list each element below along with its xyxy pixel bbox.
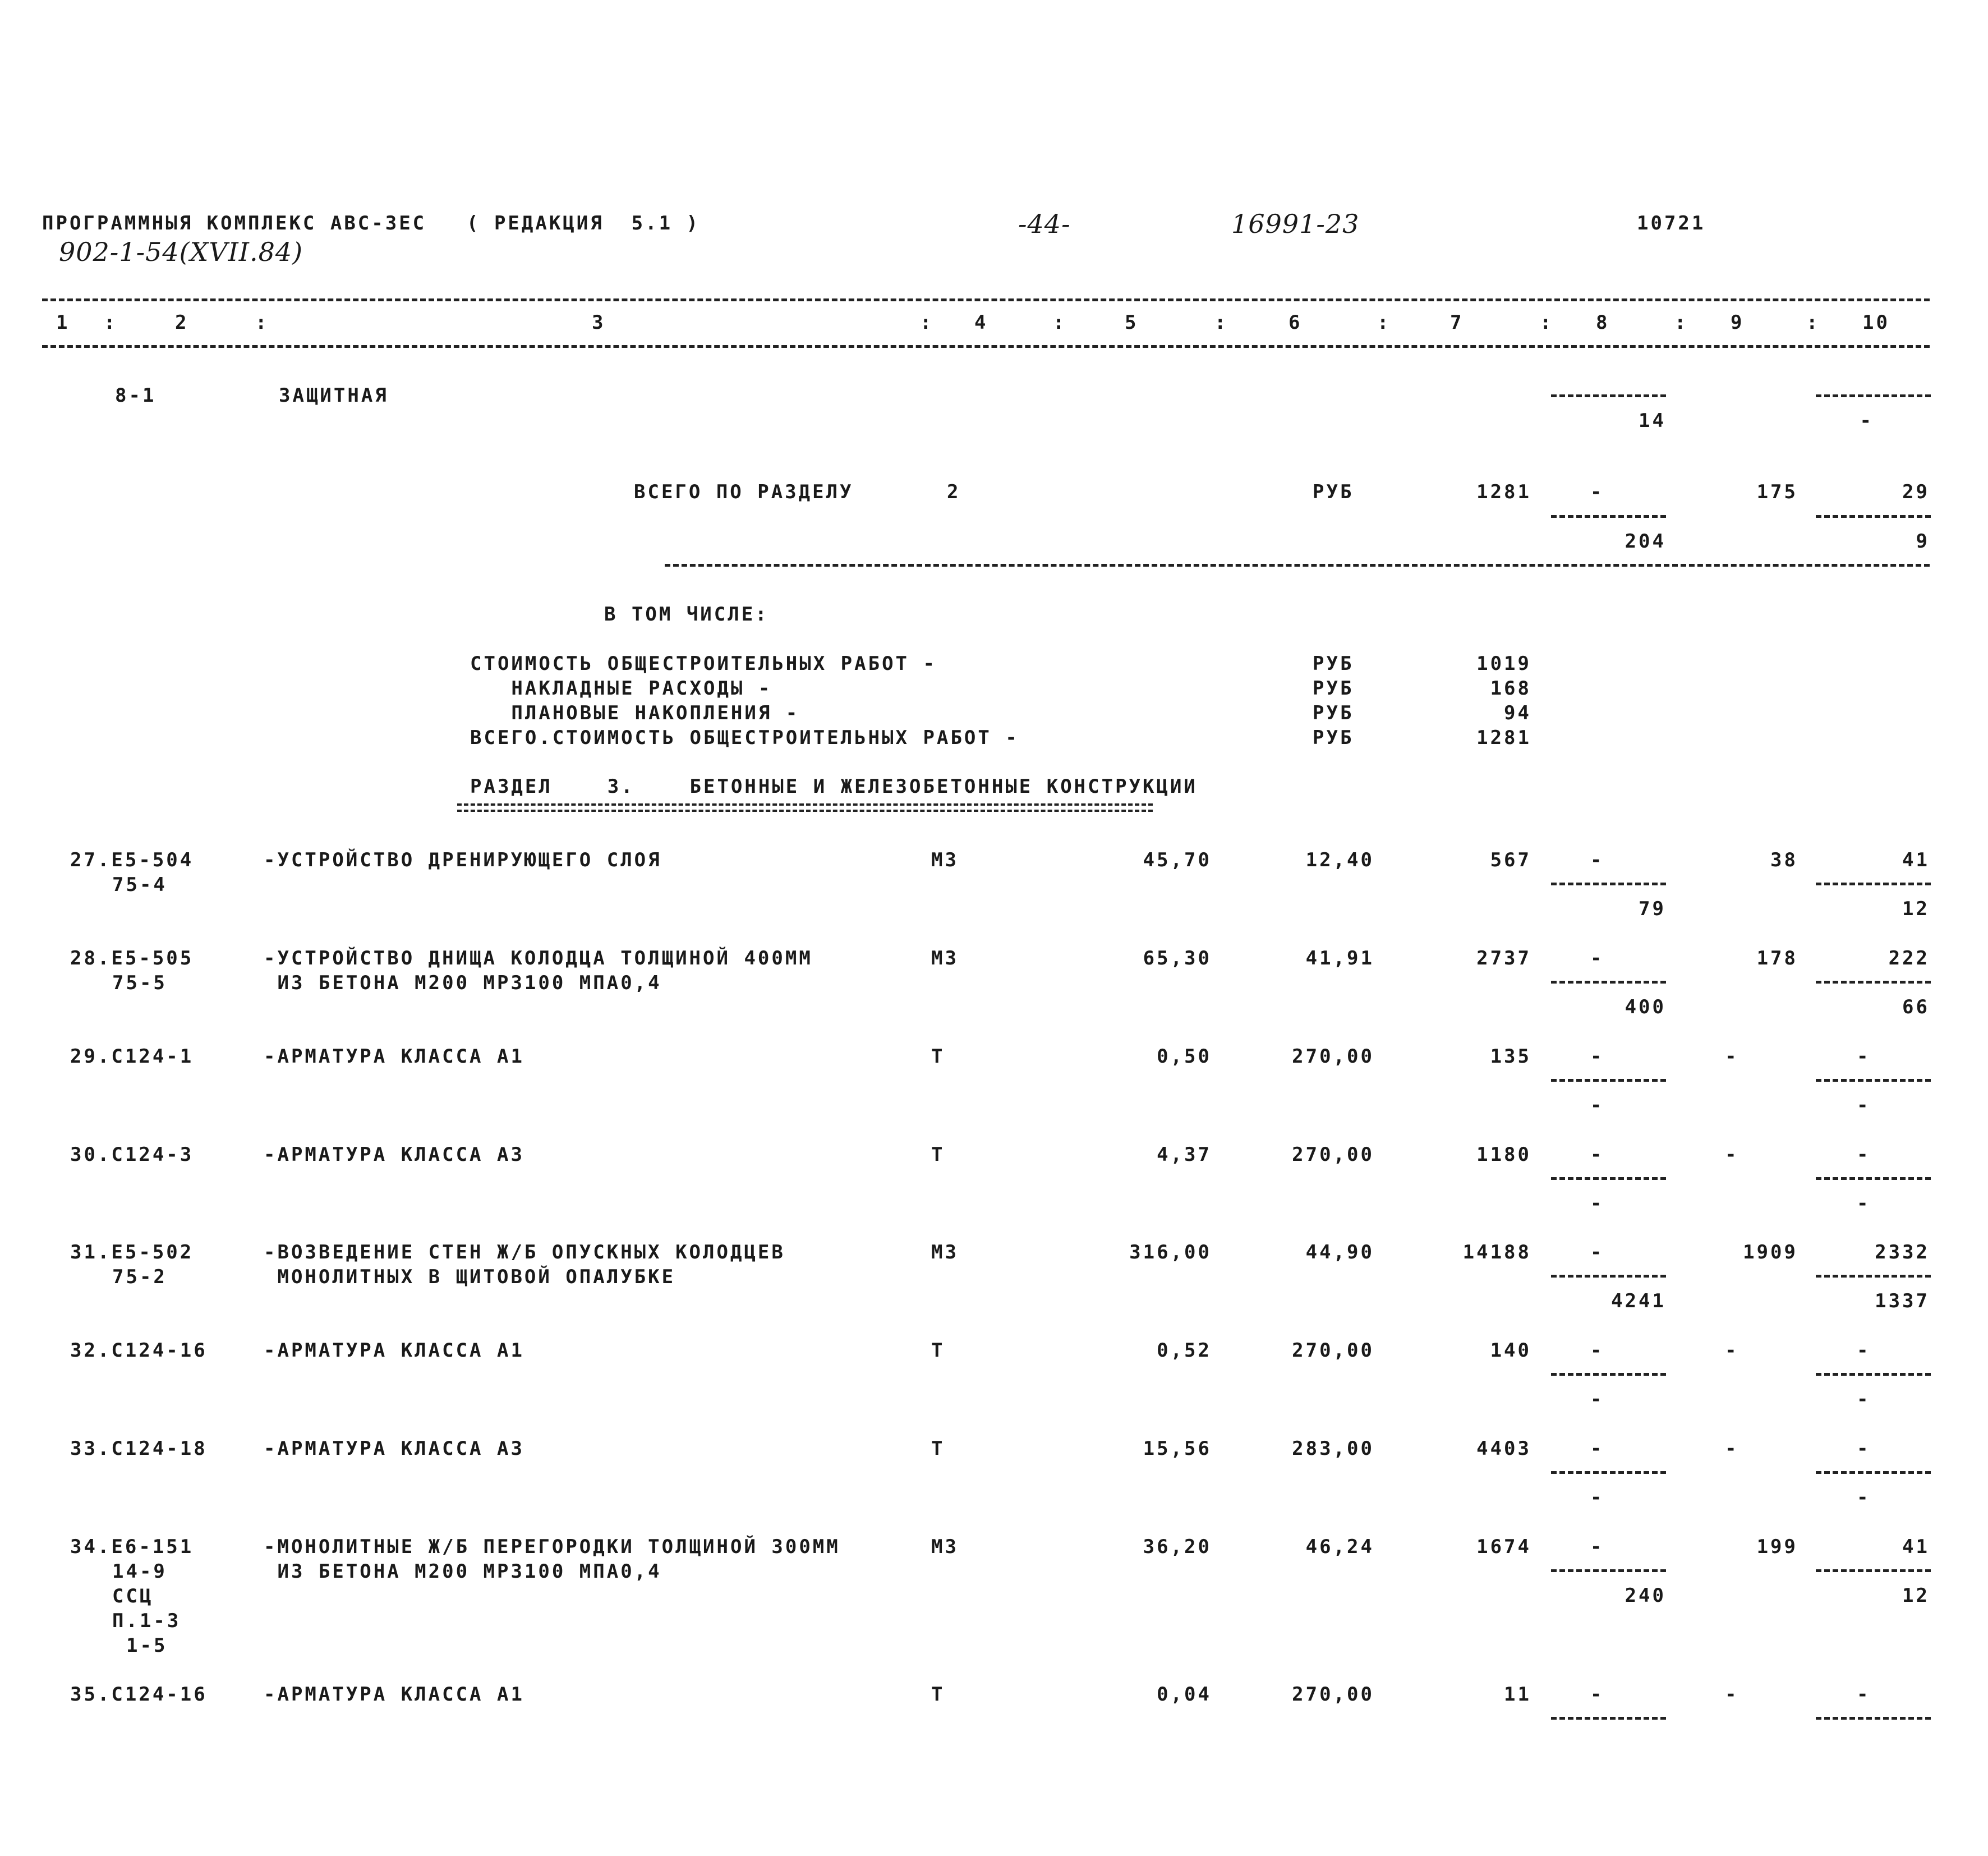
row-unit: Т: [931, 1339, 945, 1362]
col10-rule: [1816, 1717, 1931, 1720]
total-label: ВСЕГО ПО РАЗДЕЛУ: [634, 481, 854, 503]
including-unit: РУБ: [1313, 702, 1354, 724]
total-col8-lower: 204: [1625, 530, 1666, 553]
row-col8: -: [1590, 849, 1604, 871]
row-qty: 45,70: [1143, 849, 1212, 871]
row-col10-lower: -: [1857, 1094, 1871, 1117]
row-col10: 222: [1888, 947, 1930, 970]
row-col10-lower: -: [1857, 1388, 1871, 1411]
row-unit: М3: [931, 1536, 959, 1558]
row-code-line: ССЦ: [112, 1585, 154, 1607]
row-name-line2: МОНОЛИТНЫХ В ЩИТОВОЙ ОПАЛУБКЕ: [264, 1266, 676, 1288]
col-sep: :: [920, 311, 934, 334]
col-header-5: 5: [1125, 311, 1139, 334]
section-underline-top: [457, 803, 1153, 806]
row-total: 4403: [1476, 1437, 1531, 1460]
sheet-number: 10721: [1637, 212, 1706, 235]
total-unit: РУБ: [1313, 481, 1354, 503]
col10-lower: -: [1860, 410, 1874, 432]
col-sep: :: [1214, 311, 1228, 334]
section-underline-bottom: [457, 810, 1153, 812]
row-col8: -: [1590, 1045, 1604, 1068]
col10-rule: [1816, 883, 1931, 885]
row-name-line2: ИЗ БЕТОНА М200 МРЗ100 МПА0,4: [264, 1560, 662, 1583]
col-header-2: 2: [175, 311, 189, 334]
row-qty: 15,56: [1143, 1437, 1212, 1460]
page-number: -44-: [1018, 209, 1071, 239]
row-qty: 4,37: [1157, 1143, 1212, 1166]
col8-rule: [1551, 394, 1666, 397]
row-unit: Т: [931, 1143, 945, 1166]
col-header-8: 8: [1596, 311, 1610, 334]
row-name: -АРМАТУРА КЛАССА А3: [264, 1437, 524, 1460]
row-col9: -: [1725, 1143, 1739, 1166]
row-col10-lower: 66: [1902, 996, 1930, 1018]
row-number: 33.С124-18: [70, 1437, 208, 1460]
row-code: 8-1: [115, 384, 157, 407]
row-name: -АРМАТУРА КЛАССА А1: [264, 1683, 524, 1706]
section-title: РАЗДЕЛ 3. БЕТОННЫЕ И ЖЕЛЕЗОБЕТОННЫЕ КОНСТРУКЦИИ: [470, 775, 1198, 798]
col10-rule: [1816, 1373, 1931, 1376]
col8-rule: [1551, 1079, 1666, 1082]
row-price: 12,40: [1305, 849, 1374, 871]
including-label: ПЛАНОВЫЕ НАКОПЛЕНИЯ -: [470, 702, 800, 724]
col-sep: :: [104, 311, 118, 334]
col-header-3: 3: [592, 311, 606, 334]
row-number: 30.С124-3: [70, 1143, 194, 1166]
col-sep: :: [1674, 311, 1688, 334]
row-col10: -: [1857, 1437, 1871, 1460]
including-unit: РУБ: [1313, 677, 1354, 700]
col10-rule: [1816, 1471, 1931, 1474]
col8-rule: [1551, 1177, 1666, 1180]
edition-label: ( РЕДАКЦИЯ 5.1 ): [467, 212, 700, 235]
including-value: 1019: [1476, 653, 1531, 675]
col-sep: :: [255, 311, 269, 334]
row-col10: 2332: [1875, 1241, 1930, 1264]
row-col8: -: [1590, 1683, 1604, 1706]
row-name: -УСТРОЙСТВО ДНИЩА КОЛОДЦА ТОЛЩИНОЙ 400ММ: [264, 947, 813, 970]
row-col8: -: [1590, 1536, 1604, 1558]
row-unit: М3: [931, 947, 959, 970]
including-unit: РУБ: [1313, 653, 1354, 675]
row-number: 34.Е6-151: [70, 1536, 194, 1558]
total-col10: 29: [1902, 481, 1930, 503]
total-col10-lower: 9: [1916, 530, 1930, 553]
row-col9: 38: [1770, 849, 1798, 871]
row-number: 27.Е5-504: [70, 849, 194, 871]
col-header-7: 7: [1450, 311, 1464, 334]
row-name: -ВОЗВЕДЕНИЕ СТЕН Ж/Б ОПУСКНЫХ КОЛОДЦЕВ: [264, 1241, 785, 1264]
including-unit: РУБ: [1313, 727, 1354, 749]
row-col8-lower: 240: [1625, 1584, 1666, 1607]
row-price: 270,00: [1292, 1143, 1374, 1166]
row-price: 46,24: [1305, 1536, 1374, 1558]
row-name: -УСТРОЙСТВО ДРЕНИРУЮЩЕГО СЛОЯ: [264, 849, 662, 871]
row-code-line: 14-9: [112, 1560, 167, 1583]
row-col10: -: [1857, 1143, 1871, 1166]
col-sep: :: [1806, 311, 1820, 334]
row-col8-lower: -: [1590, 1388, 1604, 1411]
including-title: В ТОМ ЧИСЛЕ:: [604, 603, 769, 626]
row-col8: -: [1590, 1339, 1604, 1362]
row-col9: 178: [1756, 947, 1798, 970]
row-name-line2: ИЗ БЕТОНА М200 МРЗ100 МПА0,4: [264, 972, 662, 994]
including-label: СТОИМОСТЬ ОБЩЕСТРОИТЕЛЬНЫХ РАБОТ -: [470, 653, 937, 675]
row-name: ЗАЩИТНАЯ: [279, 384, 389, 407]
row-number: 35.С124-16: [70, 1683, 208, 1706]
col8-rule: [1551, 515, 1666, 518]
row-total: 11: [1504, 1683, 1531, 1706]
col10-rule: [1816, 1275, 1931, 1278]
row-qty: 0,52: [1157, 1339, 1212, 1362]
row-col9: 1909: [1743, 1241, 1798, 1264]
row-col8-lower: 400: [1625, 996, 1666, 1018]
program-name: ПРОГРАММНЫЯ КОМПЛЕКС АВС-ЗЕС: [42, 212, 427, 235]
row-col8-lower: -: [1590, 1094, 1604, 1117]
row-price: 270,00: [1292, 1683, 1374, 1706]
col8-rule: [1551, 1717, 1666, 1720]
row-col10-lower: 12: [1902, 1584, 1930, 1607]
row-number: 28.Е5-505: [70, 947, 194, 970]
col8-rule: [1551, 1471, 1666, 1474]
col10-rule: [1816, 1079, 1931, 1082]
row-qty: 0,50: [1157, 1045, 1212, 1068]
row-name: -АРМАТУРА КЛАССА А1: [264, 1045, 524, 1068]
including-value: 1281: [1476, 727, 1531, 749]
row-name: -АРМАТУРА КЛАССА А1: [264, 1339, 524, 1362]
row-col10-lower: -: [1857, 1486, 1871, 1509]
row-col8: -: [1590, 1241, 1604, 1264]
including-label: НАКЛАДНЫЕ РАСХОДЫ -: [470, 677, 772, 700]
row-col8: -: [1590, 1143, 1604, 1166]
col8-rule: [1551, 883, 1666, 885]
col10-rule: [1816, 1177, 1931, 1180]
row-number: 31.Е5-502: [70, 1241, 194, 1264]
col8-rule: [1551, 1569, 1666, 1572]
row-col10: 41: [1902, 849, 1930, 871]
row-total: 1674: [1476, 1536, 1531, 1558]
row-col10-lower: 1337: [1875, 1290, 1930, 1312]
row-col8: -: [1590, 947, 1604, 970]
col-header-9: 9: [1731, 311, 1745, 334]
row-code-line: 75-5: [112, 972, 167, 994]
row-col8: -: [1590, 1437, 1604, 1460]
row-code-line: 1-5: [126, 1634, 168, 1657]
row-col8-lower: -: [1590, 1192, 1604, 1215]
row-col10: 41: [1902, 1536, 1930, 1558]
doc-code: 16991-23: [1231, 209, 1360, 239]
row-total: 135: [1490, 1045, 1531, 1068]
row-total: 1180: [1476, 1143, 1531, 1166]
row-col10: -: [1857, 1045, 1871, 1068]
row-col10-lower: 12: [1902, 898, 1930, 920]
row-unit: Т: [931, 1437, 945, 1460]
row-col8-lower: 79: [1639, 898, 1666, 920]
row-number: 32.С124-16: [70, 1339, 208, 1362]
including-value: 168: [1490, 677, 1531, 700]
col10-rule: [1816, 981, 1931, 984]
col10-rule: [1816, 394, 1931, 397]
header-bottom-rule: [42, 345, 1930, 348]
row-price: 270,00: [1292, 1045, 1374, 1068]
row-unit: М3: [931, 849, 959, 871]
row-col9: 199: [1756, 1536, 1798, 1558]
row-col9: -: [1725, 1339, 1739, 1362]
row-col9: -: [1725, 1045, 1739, 1068]
col8-rule: [1551, 1373, 1666, 1376]
col-header-10: 10: [1862, 311, 1890, 334]
row-number: 29.С124-1: [70, 1045, 194, 1068]
row-price: 44,90: [1305, 1241, 1374, 1264]
col10-rule: [1816, 515, 1931, 518]
total-col8: -: [1590, 481, 1604, 503]
header-top-rule: [42, 298, 1930, 301]
row-qty: 0,04: [1157, 1683, 1212, 1706]
total-section: 2: [947, 481, 961, 503]
col-header-4: 4: [974, 311, 988, 334]
total-col7: 1281: [1476, 481, 1531, 503]
col-header-1: 1: [56, 311, 70, 334]
row-code-line: П.1-3: [112, 1610, 181, 1632]
col-sep: :: [1053, 311, 1067, 334]
row-total: 2737: [1476, 947, 1531, 970]
row-price: 41,91: [1305, 947, 1374, 970]
row-qty: 316,00: [1129, 1241, 1212, 1264]
col8-rule: [1551, 1275, 1666, 1278]
including-label: ВСЕГО.СТОИМОСТЬ ОБЩЕСТРОИТЕЛЬНЫХ РАБОТ -: [470, 727, 1019, 749]
col10-rule: [1816, 1569, 1931, 1572]
col8-rule: [1551, 981, 1666, 984]
row-col10: -: [1857, 1339, 1871, 1362]
row-name: -АРМАТУРА КЛАССА А3: [264, 1143, 524, 1166]
row-total: 140: [1490, 1339, 1531, 1362]
row-total: 14188: [1462, 1241, 1531, 1264]
row-price: 283,00: [1292, 1437, 1374, 1460]
row-col9: -: [1725, 1437, 1739, 1460]
row-code-line: 75-4: [112, 874, 167, 896]
row-total: 567: [1490, 849, 1531, 871]
total-col9: 175: [1756, 481, 1798, 503]
row-unit: Т: [931, 1045, 945, 1068]
row-col10: -: [1857, 1683, 1871, 1706]
row-code-line: 75-2: [112, 1266, 167, 1288]
row-qty: 65,30: [1143, 947, 1212, 970]
col-header-6: 6: [1288, 311, 1303, 334]
row-unit: Т: [931, 1683, 945, 1706]
total-bottom-rule: [665, 564, 1930, 567]
row-col8-lower: 4241: [1611, 1290, 1666, 1312]
col-sep: :: [1377, 311, 1391, 334]
row-price: 270,00: [1292, 1339, 1374, 1362]
col8-lower: 14: [1639, 410, 1666, 432]
series-code: 902-1-54(XVII.84): [59, 237, 303, 267]
row-name: -МОНОЛИТНЫЕ Ж/Б ПЕРЕГОРОДКИ ТОЛЩИНОЙ 300ММ: [264, 1536, 840, 1558]
row-col9: -: [1725, 1683, 1739, 1706]
col-sep: :: [1540, 311, 1554, 334]
row-col8-lower: -: [1590, 1486, 1604, 1509]
including-value: 94: [1504, 702, 1531, 724]
row-col10-lower: -: [1857, 1192, 1871, 1215]
row-qty: 36,20: [1143, 1536, 1212, 1558]
row-unit: М3: [931, 1241, 959, 1264]
